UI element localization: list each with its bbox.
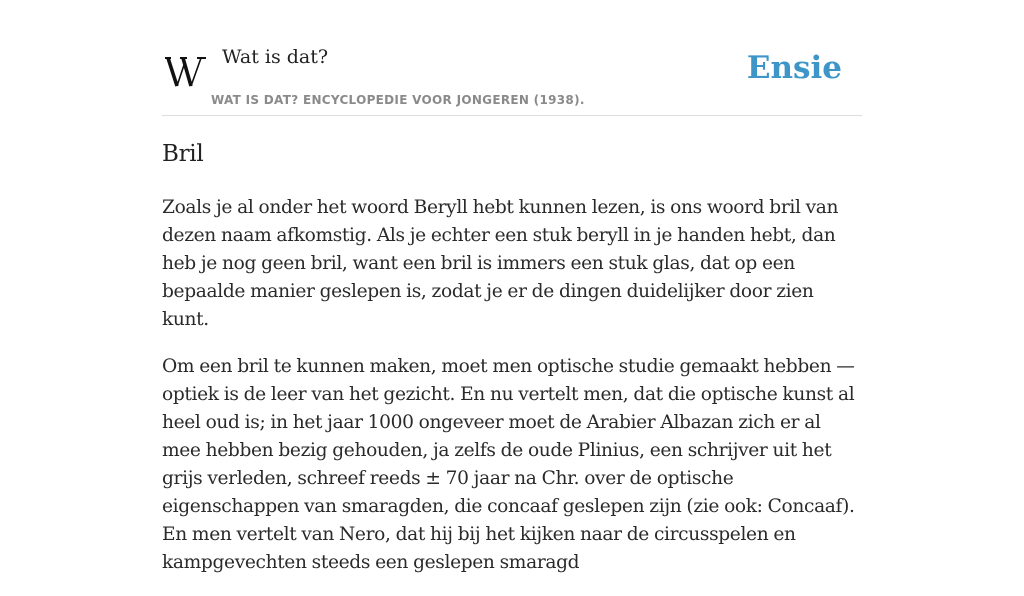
article-content xyxy=(162,138,862,596)
site-header xyxy=(162,40,862,116)
wikipedia-w-icon[interactable] xyxy=(164,52,208,90)
article-title: Bril xyxy=(162,141,204,167)
article-paragraph-1: Zoals je al onder het woord Beryll hebt kunnen lezen, is ons woord bril van dezen naam afkomstig. Als je echter een stuk beryll in je handen hebt, dan heb je nog geen bril, want een bril is immers een stuk glas, dat op een bepaalde manier geslepen is, zodat je er de dingen duidelijker door zien kunt. xyxy=(162,197,839,330)
source-subtitle: WAT IS DAT? ENCYCLOPEDIE VOOR JONGEREN (1938). xyxy=(211,93,585,107)
ensie-brand-link[interactable]: Ensie xyxy=(746,50,842,86)
article-paragraph-2: Om een bril te kunnen maken, moet men optische studie gemaakt hebben — optiek is de leer van het gezicht. En nu vertelt men, dat die optische kunst al heel oud is; in het jaar 1000 ongeveer moet de Arabier Albazan zich er al mee hebben bezig gehouden, ja zelfs de oude Plinius, een schrijver uit het grijs verleden, schreef reeds ± 70 jaar na Chr. over de optische eigenschappen van smaragden, die concaaf geslepen zijn (zie ook: Concaaf). En men vertelt van Nero, dat hij bij het kijken naar de circusspelen en kampgevechten steeds een geslepen smaragd xyxy=(162,356,855,573)
site-title[interactable]: Wat is dat? xyxy=(222,46,329,68)
